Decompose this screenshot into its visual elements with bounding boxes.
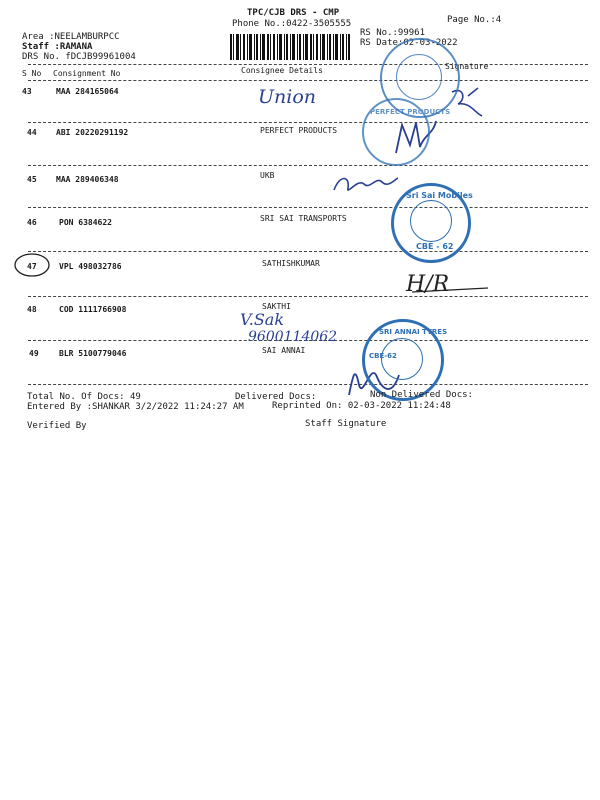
row-consignment: VPL 498032786 bbox=[59, 262, 122, 271]
barcode bbox=[230, 34, 350, 60]
row-consignee: PERFECT PRODUCTS bbox=[260, 126, 338, 135]
area-label: Area :NEELAMBURPCC bbox=[22, 32, 120, 42]
divider bbox=[28, 296, 588, 297]
row-sno: 45 bbox=[27, 175, 37, 184]
col-consignment: Consignment No bbox=[53, 69, 121, 78]
divider bbox=[28, 251, 588, 252]
row-sno: 46 bbox=[27, 218, 37, 227]
verified-by: Verified By bbox=[27, 421, 87, 431]
delivered-docs: Delivered Docs: bbox=[235, 392, 317, 402]
row-sno: 44 bbox=[27, 128, 37, 137]
row-sno: 47 bbox=[27, 262, 37, 271]
underline-stroke bbox=[410, 282, 490, 298]
divider bbox=[28, 207, 588, 208]
row-consignment: COD 1111766908 bbox=[59, 305, 127, 314]
stamp-sri-sai-mobiles: Sri Sai Mobiles CBE - 62 bbox=[391, 183, 471, 263]
row-consignment: MAA 289406348 bbox=[56, 175, 119, 184]
drs-number: DRS No. fDCJB99961004 bbox=[22, 52, 136, 62]
staff-label: Staff :RAMANA bbox=[22, 42, 93, 52]
row-consignment: PON 6384622 bbox=[59, 218, 112, 227]
signature-scribble bbox=[330, 170, 400, 200]
row-consignment: MAA 284165064 bbox=[56, 87, 119, 96]
stamp-perfect-products: PERFECT PRODUCTS bbox=[362, 98, 430, 166]
handwritten-hr: H/R bbox=[406, 272, 450, 297]
col-sno: S No bbox=[22, 69, 42, 78]
col-consignee: Consignee Details bbox=[241, 66, 323, 75]
row-consignee: SRI SAI TRANSPORTS bbox=[260, 214, 347, 223]
col-signature: Signature bbox=[445, 62, 489, 71]
row-consignee: SAI ANNAI bbox=[262, 346, 306, 355]
circle-mark bbox=[12, 252, 52, 278]
page-number: Page No.:4 bbox=[447, 15, 502, 25]
phone-number: Phone No.:0422-3505555 bbox=[232, 19, 352, 29]
handwritten-vsak: V.Sak bbox=[240, 310, 285, 329]
handwritten-phone: 9600114062 bbox=[248, 329, 338, 345]
rs-number: RS No.:99961 bbox=[360, 28, 426, 38]
divider bbox=[28, 165, 588, 166]
staff-signature: Staff Signature bbox=[305, 419, 387, 429]
row-consignment: BLR 5100779046 bbox=[59, 349, 127, 358]
row-consignee: SAKTHI bbox=[262, 302, 291, 311]
divider bbox=[28, 80, 588, 81]
non-delivered-docs: Non Delivered Docs: bbox=[370, 390, 473, 400]
rs-date: RS Date:02-03-2022 bbox=[360, 38, 458, 48]
divider bbox=[28, 64, 588, 65]
row-consignee: SATHISHKUMAR bbox=[262, 259, 320, 268]
entered-by: Entered By :SHANKAR 3/2/2022 11:24:27 AM bbox=[27, 402, 244, 412]
row-sno: 43 bbox=[22, 87, 32, 96]
divider bbox=[28, 122, 588, 123]
reprinted-on: Reprinted On: 02-03-2022 11:24:48 bbox=[272, 401, 451, 411]
row-consignment: ABI 20220291192 bbox=[56, 128, 129, 137]
stamp-sri-annai-tyres: SRI ANNAI TYRES CBE-62 bbox=[362, 319, 444, 401]
divider bbox=[28, 384, 588, 385]
row-sno: 49 bbox=[29, 349, 39, 358]
handwritten-union: Union bbox=[258, 86, 317, 108]
row-consignee: UKB bbox=[260, 171, 275, 180]
report-title: TPC/CJB DRS - CMP bbox=[247, 8, 340, 18]
total-docs: Total No. Of Docs: 49 bbox=[27, 392, 141, 402]
row-sno: 48 bbox=[27, 305, 37, 314]
